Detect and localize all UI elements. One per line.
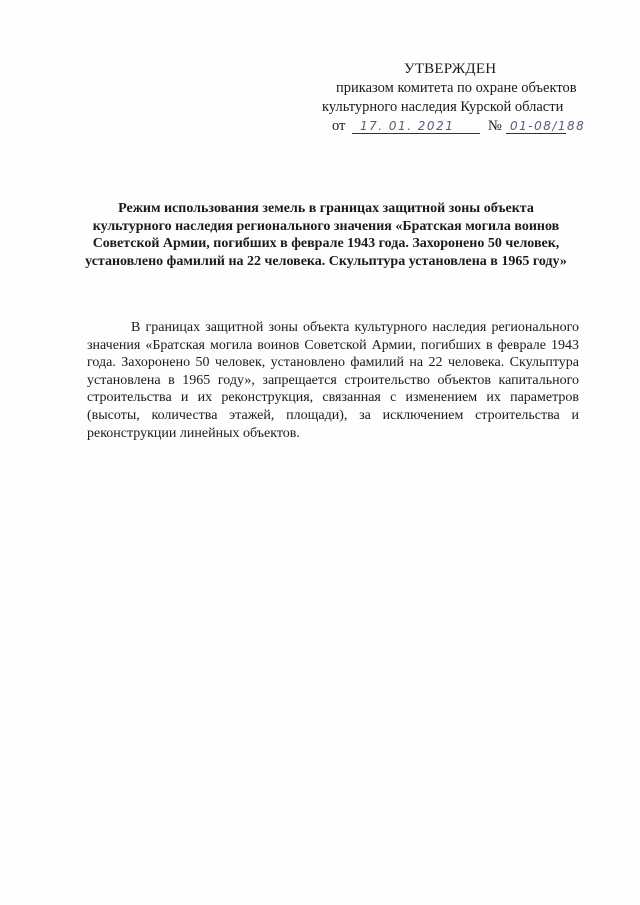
approval-date-number-row (332, 117, 600, 137)
approval-heading: УТВЕРЖДЕН (404, 61, 497, 77)
document-title: Режим использования земель в границах защитной зоны объекта культурного наследия регионального значения «Братская могила воинов Советской Армии, погибших в феврале 1943 года. Захоронено 50 человек, установлено фамилий на 22 человека. Скульптура установлена в 1965 году» (85, 201, 567, 269)
approval-block (300, 60, 600, 137)
number-prefix: № (488, 118, 502, 134)
handwritten-date: 17. 01. 2021 (360, 119, 455, 133)
approval-order-line: приказом комитета по охране объектов (336, 80, 577, 96)
date-prefix: от (332, 118, 346, 134)
body-paragraph: В границах защитной зоны объекта культурного наследия регионального значения «Братская могила воинов Советской Армии, погибших в феврале 1943 года. Захоронено 50 человек, установлено фамилий на 22 человека. Скульптура установлена в 1965 году», запрещается строительство объектов капитального строительства и их реконструкция, связанная с изменением их параметров (высоты, количества этажей, площади), за исключением строительства и реконструкции линейных объектов. (87, 320, 579, 441)
number-field (506, 117, 586, 134)
handwritten-number: 01-08/188 (510, 119, 586, 133)
date-field (352, 117, 480, 134)
approval-committee-line: культурного наследия Курской области (322, 99, 564, 115)
